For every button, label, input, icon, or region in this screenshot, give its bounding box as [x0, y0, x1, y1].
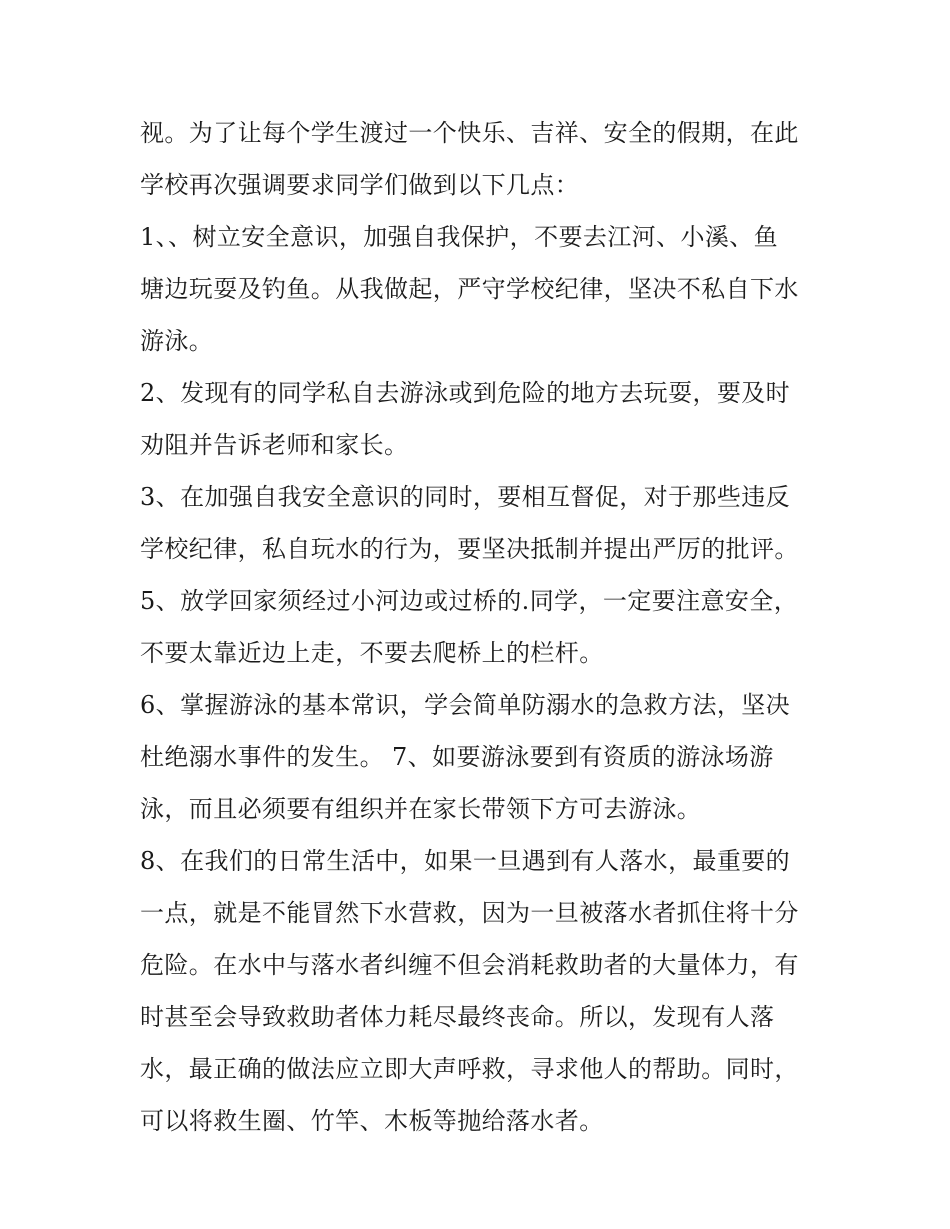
- text-line: 劝阻并告诉老师和家长。: [140, 431, 409, 459]
- text-line: 3、在加强自我安全意识的同时，要相互督促，对于那些违反: [140, 483, 791, 511]
- text-line: 危险。在水中与落水者纠缠不但会消耗救助者的大量体力，有: [140, 951, 799, 979]
- text-line: 不要太靠近边上走，不要去爬桥上的栏杆。: [140, 639, 604, 667]
- text-line: 水，最正确的做法应立即大声呼救，寻求他人的帮助。同时，: [140, 1055, 799, 1083]
- text-line: 可以将救生圈、竹竿、木板等抛给落水者。: [140, 1107, 604, 1135]
- body-text: [140, 107, 820, 1147]
- text-line: 5、放学回家须经过小河边或过桥的.同学，一定要注意安全，: [140, 587, 799, 615]
- text-line: 学校再次强调要求同学们做到以下几点：: [140, 171, 580, 199]
- text-line: 1、、树立安全意识，加强自我保护，不要去江河、小溪、鱼: [140, 223, 779, 251]
- text-line: 8、在我们的日常生活中，如果一旦遇到有人落水，最重要的: [140, 847, 791, 875]
- text-line: 视。为了让每个学生渡过一个快乐、吉祥、安全的假期，在此: [140, 119, 799, 147]
- text-line: 学校纪律，私自玩水的行为，要坚决抵制并提出严厉的批评。: [140, 535, 799, 563]
- text-line: 一点，就是不能冒然下水营救，因为一旦被落水者抓住将十分: [140, 899, 799, 927]
- text-line: 2、发现有的同学私自去游泳或到危险的地方去玩耍，要及时: [140, 379, 791, 407]
- text-line: 游泳。: [140, 327, 214, 355]
- text-line: 杜绝溺水事件的发生。 7、如要游泳要到有资质的游泳场游: [140, 743, 774, 771]
- text-line: 塘边玩耍及钓鱼。从我做起，严守学校纪律，坚决不私自下水: [140, 275, 799, 303]
- text-line: 时甚至会导致救助者体力耗尽最终丧命。所以，发现有人落: [140, 1003, 775, 1031]
- text-line: 泳，而且必须要有组织并在家长带领下方可去游泳。: [140, 795, 702, 823]
- text-line: 6、掌握游泳的基本常识，学会简单防溺水的急救方法，坚决: [140, 691, 791, 719]
